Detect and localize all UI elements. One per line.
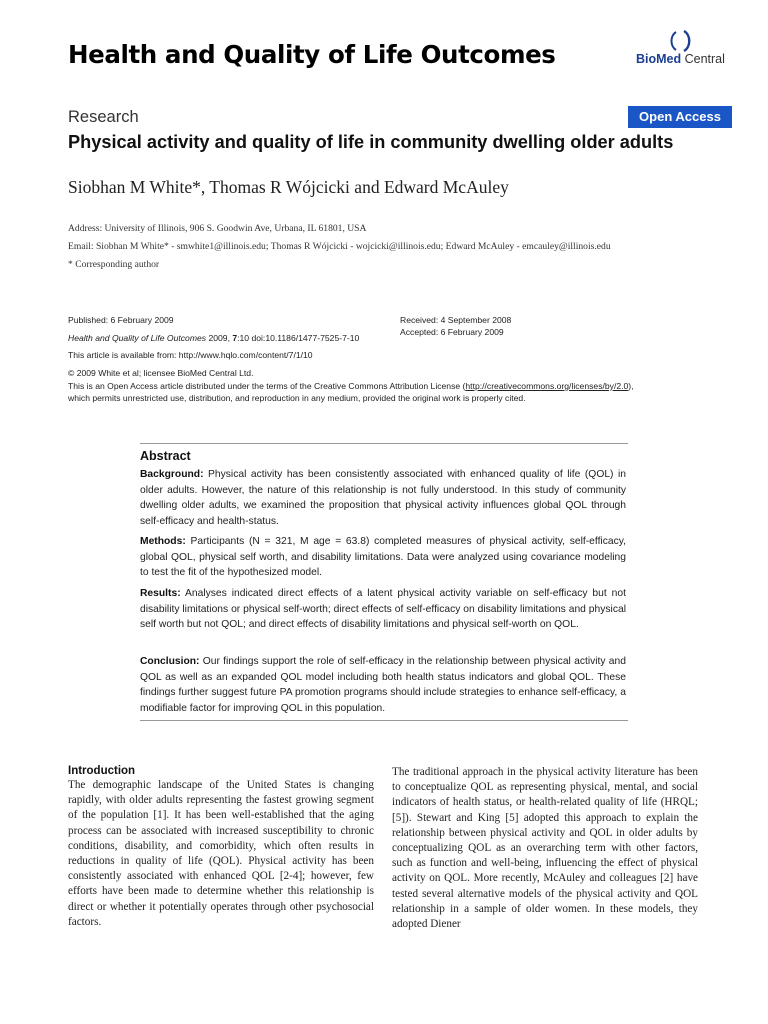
- methods-text: Participants (N = 321, M age = 63.8) completed measures of physical activity, self-efficacy, global QOL, physical self worth, and disability limitations. Data were analyzed using covariance modeling to test the fit of the hypothesized model.: [140, 536, 626, 579]
- abstract-results: [140, 586, 626, 633]
- accepted-date: Accepted: 6 February 2009: [400, 327, 504, 337]
- open-access-badge: Open Access: [628, 106, 732, 128]
- abstract-background: [140, 467, 626, 529]
- citation-doi: :10 doi:10.1186/1477-7525-7-10: [237, 333, 360, 343]
- introduction-heading: Introduction: [68, 765, 136, 777]
- citation-journal: Health and Quality of Life Outcomes: [68, 333, 207, 343]
- license-close: ),: [628, 381, 634, 391]
- corresponding-author-note: * Corresponding author: [68, 259, 160, 270]
- results-text: Analyses indicated direct effects of a latent physical activity variable on self-efficacy but not disability limitations or physical self-worth; direct effects of self-efficacy on disability limitations and physical self worth but not QOL; and direct effects of disability limitations and physical self-worth on QOL.: [140, 588, 626, 631]
- license-link[interactable]: http://creativecommons.org/licenses/by/2.0: [465, 381, 629, 391]
- article-authors: Siobhan M White*, Thomas R Wójcicki and Edward McAuley: [68, 177, 509, 197]
- abstract-heading: Abstract: [140, 449, 191, 463]
- citation-year: 2009,: [206, 333, 233, 343]
- author-address: Address: University of Illinois, 906 S. Goodwin Ave, Urbana, IL 61801, USA: [68, 223, 367, 234]
- citation: [68, 333, 359, 343]
- article-url: This article is available from: http://www.hqlo.com/content/7/1/10: [68, 350, 313, 360]
- citation-volume: 7: [232, 333, 238, 343]
- biomed-logo-text: [636, 52, 725, 66]
- article-title: Physical activity and quality of life in community dwelling older adults: [68, 132, 674, 152]
- logo-biomed: BioMed: [636, 52, 682, 66]
- introduction-right-column: The traditional approach in the physical activity literature has been to conceptualize QOL as representing physical, mental, and social indicators of health status, or health-related quality of life (HRQL; [5]). Stewart and King [5] adopted this approach to explain the relationship between physical activity and QOL in older adults by conceptualizing QOL as an overarching term with other factors, such as function and well-being, influencing the effect of physical activity on QOL. More recently, McAuley and colleagues [2] have tested several alternative models of the physical activity and QOL relationship in a sample of older women. In these models, they adopted Diener: [392, 766, 698, 931]
- author-emails: Email: Siobhan M White* - smwhite1@illinois.edu; Thomas R Wójcicki - wojcicki@illinois.edu; Edward McAuley - emcauley@illinois.edu: [68, 241, 611, 252]
- conclusion-text: Our findings support the role of self-efficacy in the relationship between physical activity and QOL as well as an expanded QOL model including both health status indicators and global QOL. These findings further suggest future PA promotion programs should include strategies to enhance self-efficacy, a modifiable factor for improving QOL in this population.: [140, 656, 626, 714]
- biomed-logo-arc-icon: [668, 30, 694, 52]
- introduction-left-column: The demographic landscape of the United States is changing rapidly, with older adults representing the fastest growing segment of the population [1]. It has been well-established that the aging process can be associated with increased susceptibility to chronic conditions, disability, and comorbidity, which often results in reductions in quality of life (QOL). Physical activity has been consistently associated with enhanced QOL [2-4]; however, few efforts have been made to determine whether this relationship is direct or whether it potentially operates through other psychosocial factors.: [68, 779, 374, 928]
- license-text: This is an Open Access article distributed under the terms of the Creative Commons Attribution License (: [68, 381, 466, 391]
- results-label: Results:: [140, 588, 181, 599]
- section-label: Research: [68, 108, 139, 126]
- license-line-2: which permits unrestricted use, distribution, and reproduction in any medium, provided the original work is properly cited.: [68, 393, 526, 403]
- journal-title: Health and Quality of Life Outcomes: [68, 40, 556, 69]
- abstract-conclusion: [140, 654, 626, 716]
- methods-label: Methods:: [140, 536, 186, 547]
- conclusion-label: Conclusion:: [140, 656, 200, 667]
- abstract-methods: [140, 534, 626, 581]
- copyright: © 2009 White et al; licensee BioMed Central Ltd.: [68, 368, 254, 378]
- background-text: Physical activity has been consistently associated with enhanced quality of life (QOL) in older adults. However, the nature of this relationship is not fully understood. In this study of community dwelling older adults, we examined the proposition that physical activity influences global QOL through self-efficacy and health-status.: [140, 469, 626, 527]
- received-date: Received: 4 September 2008: [400, 315, 512, 325]
- published-date: Published: 6 February 2009: [68, 315, 174, 325]
- logo-central: Central: [681, 52, 725, 66]
- biomed-central-logo: [636, 30, 736, 70]
- background-label: Background:: [140, 469, 204, 480]
- license-line-1: [68, 381, 634, 391]
